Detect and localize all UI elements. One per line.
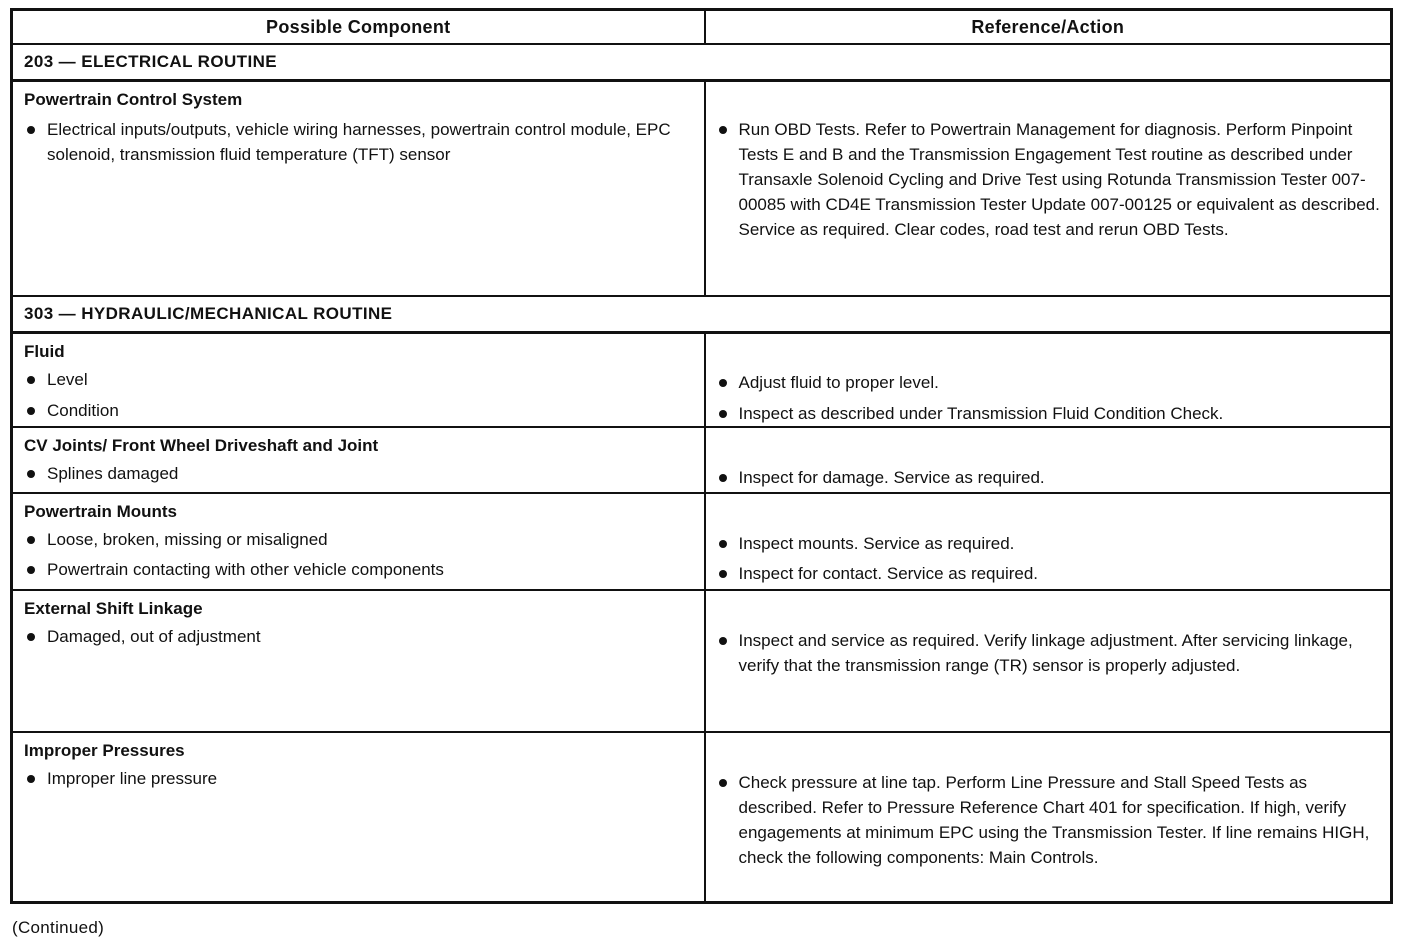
- action-cell: [705, 81, 1392, 296]
- action-item: Inspect mounts. Service as required.: [706, 531, 1391, 556]
- condition-list: [13, 461, 704, 486]
- routine-title-electrical: 203 — ELECTRICAL ROUTINE: [12, 44, 1392, 81]
- action-list: [706, 628, 1391, 678]
- action-cell: [705, 732, 1392, 902]
- action-item: Check pressure at line tap. Perform Line Pressure and Stall Speed Tests as described. Refer to Pressure Reference Chart 401 for specification. If high, verify engagements at minimum EPC using the Transmission Tester. If line remains HIGH, check the following components: Main Controls.: [706, 770, 1391, 870]
- component-name: Fluid: [24, 341, 65, 361]
- condition-item: Loose, broken, missing or misaligned: [13, 527, 704, 552]
- condition-item: Improper line pressure: [13, 766, 704, 791]
- table-row: [12, 493, 1392, 590]
- table-row: [12, 332, 1392, 427]
- action-item: Inspect as described under Transmission Fluid Condition Check.: [706, 401, 1391, 426]
- routine-row: [12, 44, 1392, 81]
- action-cell: [705, 493, 1392, 590]
- table-row: [12, 81, 1392, 296]
- action-list: [706, 531, 1391, 586]
- header-row: [12, 10, 1392, 45]
- condition-item: Powertrain contacting with other vehicle components: [13, 557, 704, 582]
- condition-list: [13, 117, 704, 167]
- component-cell: [12, 81, 705, 296]
- action-item: Inspect for damage. Service as required.: [706, 465, 1391, 490]
- component-cell: [12, 427, 705, 493]
- action-cell: [705, 427, 1392, 493]
- condition-list: [13, 527, 704, 582]
- column-header-action: Reference/Action: [705, 10, 1392, 45]
- column-header-component: Possible Component: [12, 10, 705, 45]
- action-list: [706, 117, 1391, 242]
- routine-row: [12, 296, 1392, 333]
- component-cell: [12, 732, 705, 902]
- diagnosis-table: [10, 8, 1393, 904]
- action-cell: [705, 590, 1392, 732]
- condition-list: [13, 367, 704, 423]
- condition-item: Damaged, out of adjustment: [13, 624, 704, 649]
- routine-title-hydraulic: 303 — HYDRAULIC/MECHANICAL ROUTINE: [12, 296, 1392, 333]
- condition-item: Electrical inputs/outputs, vehicle wiring harnesses, powertrain control module, EPC solenoid, transmission fluid temperature (TFT) sensor: [13, 117, 704, 167]
- table-row: [12, 427, 1392, 493]
- action-item: Run OBD Tests. Refer to Powertrain Management for diagnosis. Perform Pinpoint Tests E and B and the Transmission Engagement Test routine as described under Transaxle Solenoid Cycling and Drive Test using Rotunda Transmission Tester 007-00085 with CD4E Transmission Tester Update 007-00125 or equivalent as described. Service as required. Clear codes, road test and rerun OBD Tests.: [706, 117, 1391, 242]
- action-item: Inspect and service as required. Verify linkage adjustment. After servicing linkage, verify that the transmission range (TR) sensor is properly adjusted.: [706, 628, 1391, 678]
- table-row: [12, 590, 1392, 732]
- diagnosis-table-page: [10, 8, 1390, 904]
- action-list: [706, 370, 1391, 426]
- component-name: Powertrain Mounts: [24, 502, 178, 521]
- component-name: Improper Pressures: [24, 741, 185, 760]
- component-name: CV Joints/ Front Wheel Driveshaft and Joint: [24, 436, 379, 455]
- table-row: [12, 732, 1392, 902]
- condition-list: [13, 624, 704, 649]
- continued-note: (Continued): [12, 918, 105, 937]
- component-name: External Shift Linkage: [24, 599, 203, 618]
- condition-item: Condition: [13, 398, 704, 423]
- component-cell: [12, 590, 705, 732]
- condition-item: Level: [13, 367, 704, 392]
- action-cell: [705, 332, 1392, 427]
- action-item: Adjust fluid to proper level.: [706, 370, 1391, 395]
- condition-item: Splines damaged: [13, 461, 704, 486]
- condition-list: [13, 766, 704, 791]
- component-cell: [12, 332, 705, 427]
- action-list: [706, 465, 1391, 490]
- action-item: Inspect for contact. Service as required.: [706, 561, 1391, 586]
- action-list: [706, 770, 1391, 870]
- component-cell: [12, 493, 705, 590]
- component-name: Powertrain Control System: [24, 90, 243, 109]
